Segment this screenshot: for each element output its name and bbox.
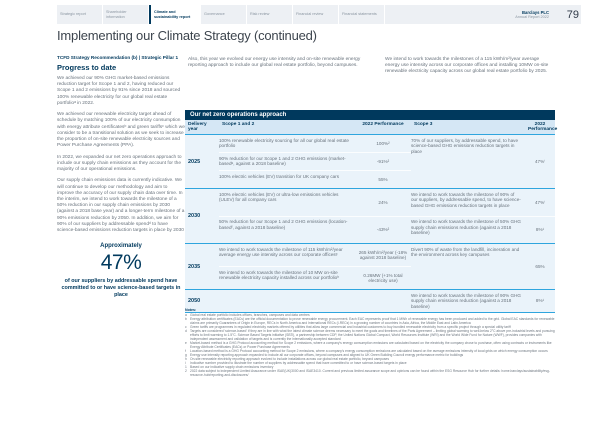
column-header-performance: 2022 Performance <box>528 122 558 132</box>
target-item <box>219 170 411 188</box>
footnote <box>185 329 557 341</box>
stat-caption: of our suppliers by addressable spend have committed to or have science-based targets in place <box>61 278 181 299</box>
footnote <box>185 317 557 325</box>
footnote-text: Green tariffs are programmes in regulated electricity markets offered by utilities that allow large commercial and industrial customers to buy bundled renewable electricity from a specific project through a special utility tariff <box>190 325 511 330</box>
report-name: Annual Report 2022 <box>515 15 549 19</box>
scope3-cells <box>411 135 555 188</box>
target-item <box>411 189 555 216</box>
target-text: We intend to work towards the milestone of 90% of our suppliers, by addressable spend, to have science-based GHG emissions reduction targets in place <box>411 191 521 208</box>
column-header-scope12: Scope 1 and 2 <box>222 122 255 127</box>
body-paragraph: We achieved our 90% GHG market-based emissions reduction target for Scope 1 and 2, having reduced our Scope 1 and 2 emissions by 91% since 2018 and sourced 100% renewable electricity for our global real estate portfolioᵃ in 2022. <box>57 76 181 106</box>
brand-name: Barclays PLC <box>522 10 549 15</box>
footnote-label: b <box>185 317 187 322</box>
delivery-year: 2025 <box>188 158 201 165</box>
target-text: We intend to work towards the milestone of 115 kWh/m²/year average energy use intensity across our corporate officesᵍ <box>219 246 343 258</box>
scope12-cells <box>219 244 411 289</box>
table-header-row <box>185 120 558 135</box>
delivery-year: 2035 <box>188 263 201 270</box>
performance-value: 265 kWh/m²/year (-18% against 2018 baseline) <box>358 249 408 260</box>
footnote-text: 2022 data subject to independent Limited Assurance under ISAE(UK)3000 and ISAE3410. Current and previous limited assurance scope and opinions can be found within the ESG Resource Hub for further details: home.barclays/sustainability/esg-resource-hub/reporting-and-disclosures/ <box>190 369 550 378</box>
footnote-text: Targets are considered 'science-based' if they are in line with what the latest climate science deems necessary to meet the goals and timelines of the Paris Agreement – limiting global warming to well-below 2°C above pre-industrial levels and pursuing efforts to limit warming to 1.5°C. Science Based Targets initiative (SBTi), a partnership between CDP, the United Nations Global Compact, World Resources Institute (WRI) and the World Wide Fund for Nature (WWF), provides companies with independent assessment and validation of targets and is currently the internationally accepted standard <box>190 329 555 342</box>
footnote-text: Indicative number provided to illustrate the number of suppliers by addressable spend that have committed to or have science-based targets in place <box>190 361 407 366</box>
tab-label: Risk review <box>250 12 270 17</box>
performance-value: 47%ⁱ <box>534 199 545 205</box>
column-header-delivery-year: Delivery year <box>188 122 207 132</box>
target-text: 50% reduction for our Scope 1 and 2 GHG emissions (location-basedᶠ, against a 2018 baseline) <box>219 219 348 230</box>
target-text: Divert 90% of waste from the landfill, incineration and the environment across key campuses <box>411 246 520 258</box>
target-item <box>411 135 555 188</box>
target-item <box>411 244 555 289</box>
footnote-label: e <box>185 341 187 346</box>
target-text: 100% electric vehicles (EV) or ultra-low emissions vehicles (ULEV) for all company cars <box>219 191 339 203</box>
tab-shareholder-information[interactable] <box>103 5 149 24</box>
performance-value: 65% <box>535 263 545 269</box>
progress-column <box>57 63 185 299</box>
scope12-cells <box>219 189 411 243</box>
footnote-label: i <box>185 361 186 366</box>
tab-label: Financial review <box>296 12 324 17</box>
performance-value: 100%² <box>376 140 390 146</box>
body-paragraph: In 2022, we expanded our net zero operations approach to include our supply chain emissions as they account for the majority of our operational emissions. <box>57 154 182 173</box>
table-row <box>185 135 555 189</box>
target-item <box>219 216 411 244</box>
net-zero-operations-table <box>185 110 558 313</box>
page-number: 79 <box>566 8 579 21</box>
section-heading: Progress to date <box>57 63 117 72</box>
target-text: We intend to work towards the milestone of 10 MW on-site renewable electricity capacity installed across our portfolioʰ <box>219 269 339 281</box>
supplier-stat-callout <box>57 243 185 299</box>
performance-value: 0.26MW (+1% total electricity use) <box>363 272 403 283</box>
scope12-cells <box>219 135 411 188</box>
stat-value: 47% <box>100 251 142 275</box>
target-item <box>219 152 411 170</box>
tab-financial-statements[interactable] <box>339 5 385 24</box>
tab-label: Climate and sustainability report <box>154 9 191 19</box>
body-paragraph: Our supply chain emissions data is currently indicative. We will continue to develop our methodology and aim to improve the accuracy of our supply chain data over time. In the interim, we intend to work towards the milestone of a 50% reduction in our supply chain emissions by 2030 (against a 2018 base year) and a longer-term milestone of a 90% emissions reduction by 2050. In addition, we aim for 90% of our suppliers by addressable spendᵈ to have science-based emissions reduction targets in place by 2030 <box>57 178 185 234</box>
tab-financial-review[interactable] <box>293 5 339 24</box>
tab-climate-sustainability-report[interactable] <box>149 5 201 24</box>
footnote-label: 1 <box>185 365 187 370</box>
footnote-label: d <box>185 329 187 334</box>
performance-value: 8%¹ <box>535 227 545 232</box>
target-text: 70% of our suppliers, by addressable spend, to have science-based GHG emissions reduction targets in place <box>411 137 518 154</box>
footnote-text: Global real estate portfolio includes offices, branches, campuses and data centres <box>190 313 310 317</box>
footnote-label: a <box>185 313 187 317</box>
footnote-label: h <box>185 357 187 362</box>
target-item <box>219 244 411 266</box>
footnote-label: g <box>185 353 187 358</box>
footnote-text: On-site renewable electricity reporting approach evolved to include installations across our global real estate portfolio, beyond campuses <box>190 357 390 362</box>
tab-governance[interactable] <box>201 5 247 24</box>
delivery-year: 2050 <box>188 298 201 305</box>
page-title: Implementing our Climate Strategy (continued) <box>57 28 317 43</box>
footnote-text: Energy use intensity reporting approach expanded to include all our corporate offices, beyond campuses and aligned to UK Green Building Council energy performance metric for buildings <box>190 353 464 358</box>
target-text: We intend to work towards the milestone of 90% GHG supply chain emissions reduction (against a 2018 baseline) <box>411 292 521 309</box>
footnote-text: Market-based method is a GHG Protocol accounting method for Scope 2 emissions, where a company's energy consumption emissions are calculated based on the electricity the company chose to purchase, often using contracts or instruments like Energy Attribute Certificates (EACs) or Power Purchase Agreements <box>190 341 552 350</box>
footnote-label: f <box>185 349 186 354</box>
tab-risk-review[interactable] <box>247 5 293 24</box>
target-text: 100% renewable electricity sourcing for all our global real estate portfolio <box>219 137 349 149</box>
footnote-label: 2 <box>185 369 187 374</box>
report-branding <box>509 5 555 24</box>
scope3-cells <box>411 189 555 243</box>
column-header-performance: 2022 Performance <box>362 122 404 127</box>
tab-label: Governance <box>204 12 225 17</box>
performance-value: 55% <box>378 176 388 182</box>
table-row <box>185 244 555 290</box>
performance-value: 47%ⁱ <box>534 158 545 164</box>
performance-value: -43%² <box>376 227 390 232</box>
footnotes-heading: Notes: <box>185 308 197 312</box>
table-title: Our net zero operations approach <box>185 110 555 120</box>
footnote-text: Location-based method is a GHG Protocol accounting method for Scope 2 emissions, where a company's energy consumption emissions are calculated based on the average emissions intensity of local grids on which energy consumption occurs <box>190 349 548 354</box>
target-text: 90% reduction for our Scope 1 and 2 GHG emissions (market-basedᵉ, against a 2018 baseline) <box>219 155 346 167</box>
footnote <box>185 369 557 377</box>
footnote-label: c <box>185 325 187 330</box>
footnote <box>185 341 557 349</box>
performance-value: 24% <box>378 199 388 205</box>
nav-spacer <box>385 5 509 24</box>
report-nav <box>57 5 581 24</box>
body-paragraph: Also, this year we evolved our energy use intensity and on-site renewable energy reporting approach to include our global real estate portfolio, beyond campuses. <box>188 57 361 69</box>
table-row <box>185 189 555 244</box>
footnotes <box>185 308 557 377</box>
body-paragraph: We achieved our renewable electricity target ahead of schedule by matching 100% of our electricity consumption with energy attribute certificatesᵇ and green tariffsᶜ which we consider to be a transitional solution as we seek to increase the proportion of on-site renewable electricity sources and Power Purchase Agreements (PPA). <box>57 112 185 149</box>
target-item <box>219 189 411 216</box>
tab-label: Financial statements <box>342 12 377 17</box>
column-header-scope3: Scope 3 <box>414 122 433 127</box>
body-paragraph: We intend to work towards the milestones of a 115 kWh/m²/year average energy use intensity across our corporate offices and installing 10MW on-site renewable electricity capacity across our global real estate portfolio by 2025. <box>385 57 549 75</box>
target-text: 100% electric vehicles (EV) transition for UK company cars <box>219 173 339 179</box>
scope3-cells <box>411 244 555 289</box>
tab-strategic-report[interactable] <box>57 5 103 24</box>
performance-value: 8%¹ <box>535 298 545 304</box>
stat-prefix: Approximately <box>100 243 142 250</box>
target-text: We intend to work towards the milestone of 50% GHG supply chain emissions reduction (against a 2018 baseline) <box>411 219 521 236</box>
footnote-text: Based on our indicative supply chain emissions inventory <box>190 365 274 370</box>
delivery-year: 2030 <box>188 213 201 219</box>
tcfd-tagline: TCFD Strategy Recommendation (b) | Strategic Pillar 1 <box>57 55 179 60</box>
footnote-text: Energy attribution certificates (EACs) are the official documentation to prove renewable energy procurement. Each EAC represents proof that 1 MWh of renewable energy has been produced and added to the grid. Global EAC standards for renewable claims are primarily Guarantees of Origin in Europe, RECs in North America and International RECs (I-RECs) in a growing number of countries in Asia, Africa, the Middle East and Latin America <box>190 317 555 326</box>
target-item <box>411 216 555 244</box>
tab-label: Strategic report <box>60 12 86 17</box>
performance-value: -91%² <box>376 158 390 164</box>
tab-label: Shareholder information <box>106 9 127 19</box>
target-item <box>219 266 411 289</box>
target-item <box>219 135 411 152</box>
